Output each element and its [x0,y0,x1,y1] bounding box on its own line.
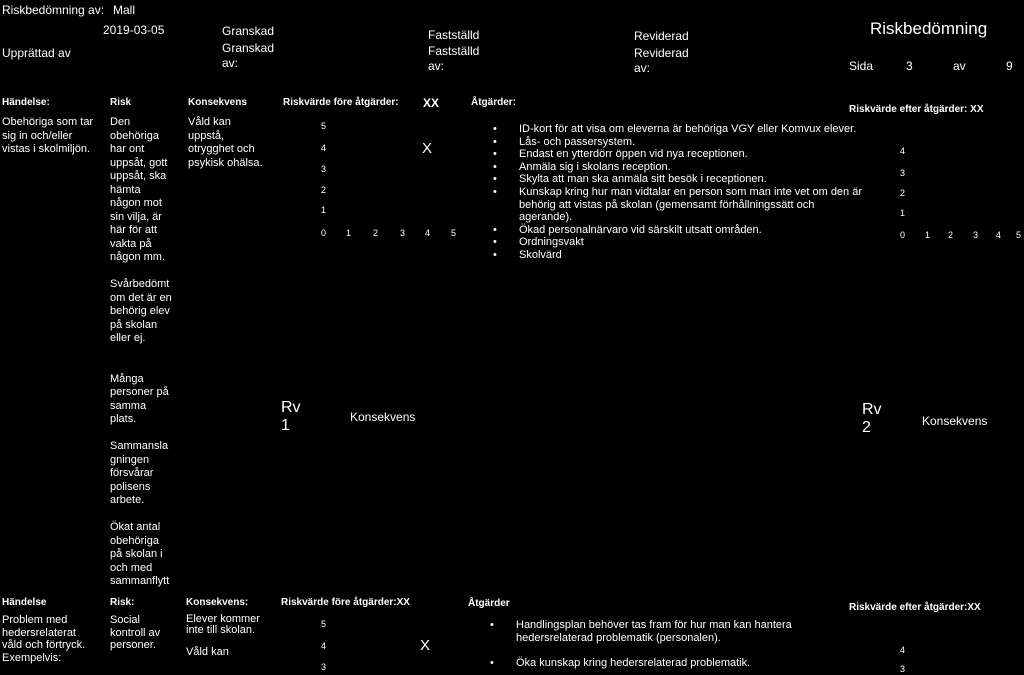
col-atgarder-header: Åtgärder [468,598,510,609]
y-tick-4: 4 [900,645,906,655]
x-tick-2: 2 [948,230,954,240]
list-item: • Ökad personalnärvaro vid särskilt utsatt områden. [483,224,868,237]
x-tick-1: 1 [346,228,352,238]
page-total: 9 [1006,59,1013,73]
faststalld-av-label: Fastställd av: [428,44,480,73]
list-item: • ID-kort för att visa om eleverna är behöriga VGY eller Komvux elever. [483,123,868,136]
riskbedomning-av-label: Riskbedömning av: [2,3,105,17]
handelse-cell: Problem med hedersrelaterat våld och förtryck. Exempelvis: [2,614,86,664]
rv-fore-value: XX [423,96,440,110]
risk-cell: Den obehöriga har ont uppsåt, gott uppsåt, ska hämta någon mot sin vilja, är här för att vakta på någon mm. Svårbedömt om det är en behörig elev på skolan eller ej. Många personer på samma plats. Sammansla gningen försvårar polisens arbete. Ökat antal obehöriga på skolan i och med sammanflytt [110,116,172,587]
x-tick-4: 4 [425,228,431,238]
risk-marker: X [420,637,431,654]
x-tick-3: 3 [973,230,979,240]
y-tick-3: 3 [321,662,327,672]
x-tick-5: 5 [1016,230,1022,240]
konsekvens-axis-label: Konsekvens [350,410,416,424]
page-title: Riskbedömning [870,19,988,38]
granskad-label: Granskad [222,24,275,38]
upprattad-av-label: Upprättad av [2,46,71,60]
konsekvens-axis-label: Konsekvens [922,414,988,428]
list-item: • Skolvärd [483,249,868,262]
risk-cell: Social kontroll av personer. [110,614,161,651]
y-tick-3: 3 [900,664,906,674]
y-tick-2: 2 [321,185,327,195]
sida-label: Sida [849,59,874,73]
col-rv-efter-header: Riskvärde efter åtgärder:XX [849,602,981,613]
riskbedomning-av-value: Mall [113,3,136,17]
col-konsekvens-header: Konsekvens [188,97,247,108]
y-tick-3: 3 [900,168,906,178]
y-tick-1: 1 [321,205,327,215]
col-atgarder-header: Åtgärder: [471,97,517,108]
list-item: • Anmäla sig i skolans reception. [483,161,868,174]
col-risk-header: Risk [110,97,132,108]
x-tick-0: 0 [321,228,327,238]
list-item: • Handlingsplan behöver tas fram för hur man kan hantera hedersrelaterad problematik (personalen). [480,619,865,644]
rv2-label: Rv 2 [862,401,882,436]
konsekvens-cell: Elever kommer inte till skolan. Våld kan [186,613,260,658]
granskad-av-label: Granskad av: [222,41,275,70]
x-tick-3: 3 [400,228,406,238]
rv1-label: Rv 1 [281,399,301,434]
y-tick-4: 4 [900,146,906,156]
handelse-cell: Obehöriga som tar sig in och/eller vistas i skolmiljön. [2,116,94,155]
y-tick-4: 4 [321,641,327,651]
x-tick-0: 0 [900,230,906,240]
list-item: • Ordningsvakt [483,236,868,249]
av-label: av [953,59,966,73]
page-number: 3 [906,59,913,73]
y-tick-1: 1 [900,208,906,218]
list-item: • Lås- och passersystem. [483,136,868,149]
konsekvens-cell: Våld kan uppstå, otrygghet och psykisk ohälsa. [188,116,263,169]
atgarder-list [480,619,865,670]
risk-marker: X [422,140,433,157]
y-tick-5: 5 [321,619,327,629]
col-risk-header: Risk: [110,597,135,608]
reviderad-label: Reviderad [634,29,689,43]
atgarder-list [483,123,868,262]
y-tick-2: 2 [900,188,906,198]
list-item: • Skylta att man ska anmäla sitt besök i receptionen. [483,173,868,186]
y-tick-3: 3 [321,164,327,174]
date: 2019-03-05 [103,23,165,37]
faststalld-label: Fastställd [428,28,480,42]
col-rv-efter-header: Riskvärde efter åtgärder: XX [849,104,984,115]
list-item: • Endast en ytterdörr öppen vid nya receptionen. [483,148,868,161]
x-tick-1: 1 [925,230,931,240]
reviderad-av-label: Reviderad av: [634,46,689,75]
list-item: • Öka kunskap kring hedersrelaterad problematik. [480,657,865,670]
list-item: • Kunskap kring hur man vidtalar en person som man inte vet om den är behörig att vistas på skolan (gemensamt förhållningssätt och agerande). [483,186,868,224]
col-rv-fore-header: Riskvärde före åtgärder: [283,97,399,108]
y-tick-4: 4 [321,143,327,153]
x-tick-5: 5 [451,228,457,238]
y-tick-5: 5 [321,121,327,131]
col-rv-fore-header: Riskvärde före åtgärder:XX [281,597,410,608]
col-konsekvens-header: Konsekvens: [186,597,249,608]
x-tick-2: 2 [373,228,379,238]
col-handelse-header: Händelse: [2,97,50,108]
x-tick-4: 4 [996,230,1002,240]
col-handelse-header: Händelse [2,597,47,608]
